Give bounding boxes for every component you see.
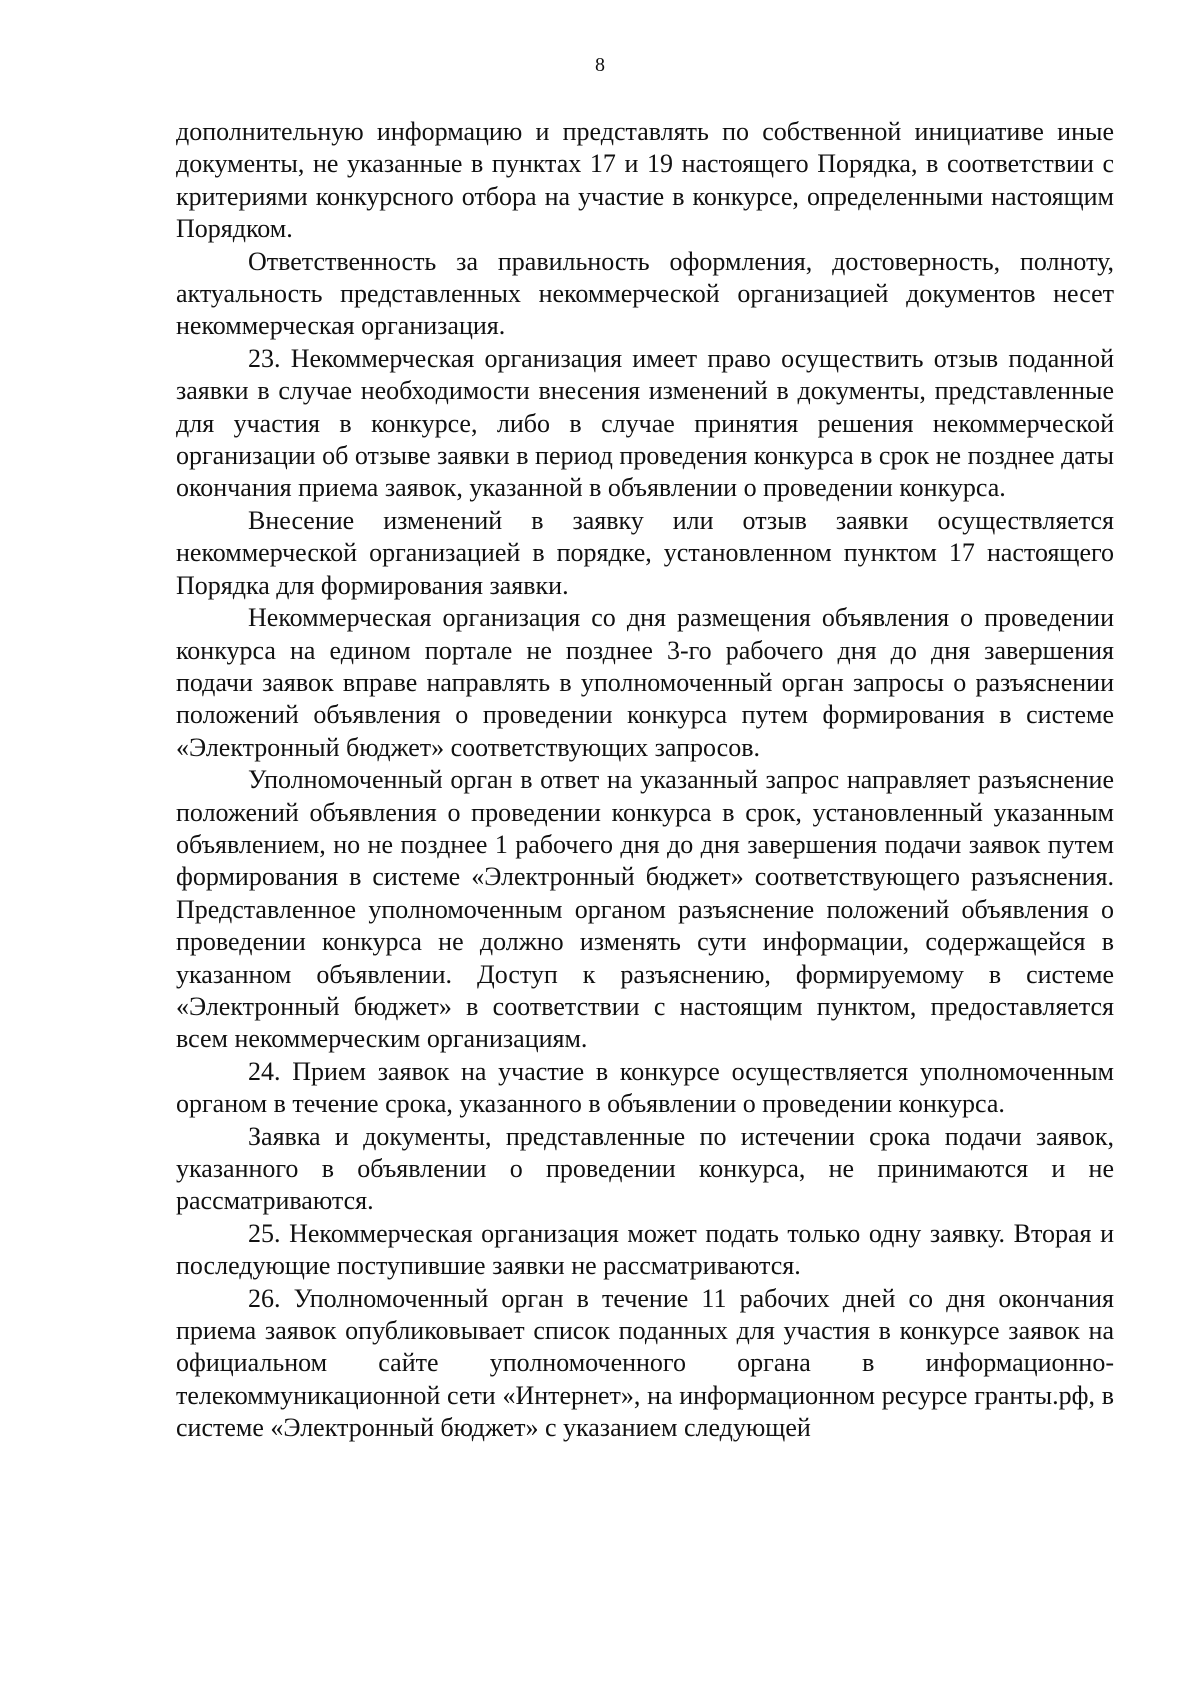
paragraph-late-applications: Заявка и документы, представленные по истечении срока подачи заявок, указанного в объявлении о проведении конкурса, не принимаются и не рассматриваются. [176, 1121, 1114, 1216]
document-body [176, 116, 1114, 1445]
paragraph-item-24: 24. Прием заявок на участие в конкурсе осуществляется уполномоченным органом в течение срока, указанного в объявлении о проведении конкурса. [176, 1056, 1114, 1119]
page-number: 8 [595, 54, 605, 76]
paragraph-continuation: дополнительную информацию и представлять по собственной инициативе иные документы, не указанные в пунктах 17 и 19 настоящего Порядка, в соответствии с критериями конкурсного отбора на участие в конкурсе, определенными настоящим Порядком. [176, 117, 1114, 244]
paragraph-item-25: 25. Некоммерческая организация может подать только одну заявку. Вторая и последующие поступившие заявки не рассматриваются. [176, 1218, 1114, 1281]
paragraph-changes: Внесение изменений в заявку или отзыв заявки осуществляется некоммерческой организацией в порядке, установленном пунктом 17 настоящего Порядка для формирования заявки. [176, 505, 1114, 600]
paragraph-item-23: 23. Некоммерческая организация имеет право осуществить отзыв поданной заявки в случае необходимости внесения изменений в документы, представленные для участия в конкурсе, либо в случае принятия решения некоммерческой организации об отзыве заявки в период проведения конкурса в срок не позднее даты окончания приема заявок, указанной в объявлении о проведении конкурса. [176, 343, 1114, 503]
paragraph-responsibility: Ответственность за правильность оформления, достоверность, полноту, актуальность представленных некоммерческой организацией документов несет некоммерческая организация. [176, 246, 1114, 341]
paragraph-queries: Некоммерческая организация со дня размещения объявления о проведении конкурса на едином портале не позднее 3-го рабочего дня до дня завершения подачи заявок вправе направлять в уполномоченный орган запросы о разъяснении положений объявления о проведении конкурса путем формирования в системе «Электронный бюджет» соответствующих запросов. [176, 603, 1114, 762]
paragraph-item-26: 26. Уполномоченный орган в течение 11 рабочих дней со дня окончания приема заявок опубликовывает список поданных для участия в конкурсе заявок на официальном сайте уполномоченного органа в информационно-телекоммуникационной сети «Интернет», на информационном ресурсе гранты.рф, в системе «Электронный бюджет» с указанием следующей [176, 1283, 1114, 1443]
paragraph-clarification: Уполномоченный орган в ответ на указанный запрос направляет разъяснение положений объявления о проведении конкурса в срок, установленный указанным объявлением, но не позднее 1 рабочего дня до дня завершения подачи заявок путем формирования в системе «Электронный бюджет» соответствующего разъяснения. Представленное уполномоченным органом разъяснение положений объявления о проведении конкурса не должно изменять сути информации, содержащейся в указанном объявлении. Доступ к разъяснению, формируемому в системе «Электронный бюджет» в соответствии с настоящим пунктом, предоставляется всем некоммерческим организациям. [176, 765, 1114, 1054]
